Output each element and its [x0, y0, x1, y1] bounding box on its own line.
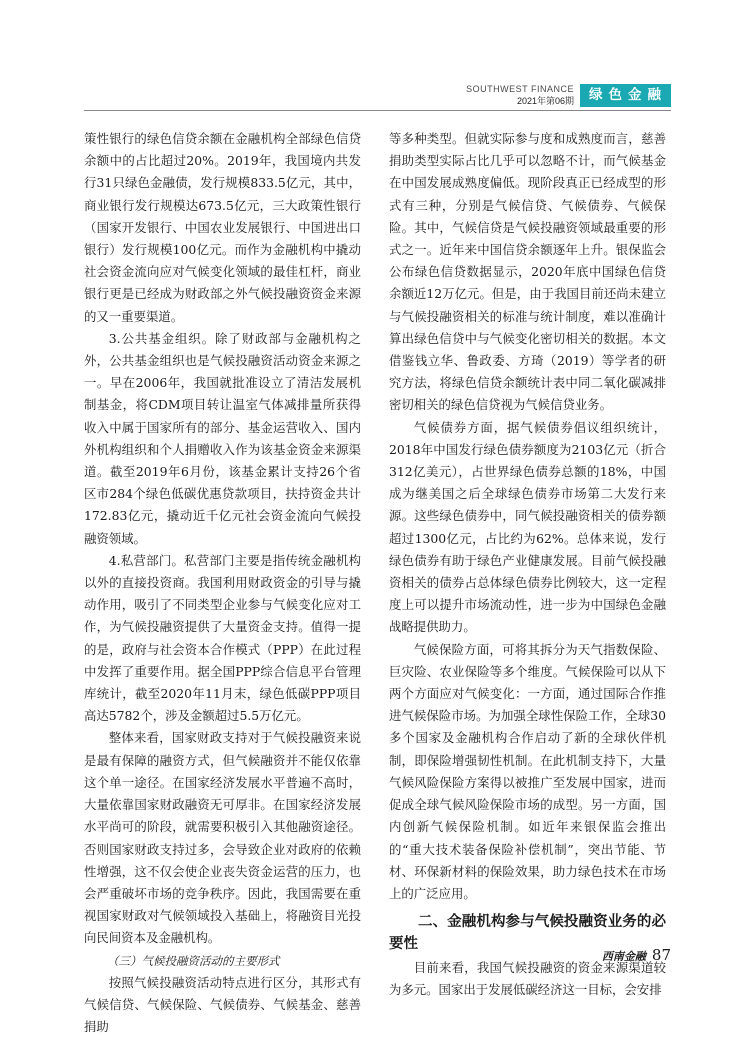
section-tag: 绿色金融: [580, 84, 671, 107]
issue-label: 2021年第06期: [516, 96, 574, 106]
left-column: [84, 128, 361, 1038]
paragraph: 策性银行的绿色信贷余额在金融机构全部绿色信贷余额中的占比超过20%。2019年，我国境内共发行31只绿色金融债，发行规模833.5亿元，其中，商业银行发行规模达673.5亿元，三大政策性银行（国家开发银行、中国农业发展银行、中国进出口银行）发行规模100亿元。而作为金融机构中撬动社会资金流向应对气候变化领域的最佳杠杆，商业银行更是已经成为财政部之外气候投融资资金来源的又一重要渠道。: [84, 131, 361, 324]
header-rule: [84, 110, 671, 111]
page-footer: [602, 946, 671, 964]
journal-logo: 西南金融: [601, 950, 646, 963]
right-column: [389, 128, 666, 1002]
header-meta: [466, 84, 574, 107]
paragraph: 气候债券方面，据气候债券倡议组织统计，2018年中国发行绿色债券额度为2103亿元（折合312亿美元），占世界绿色债券总额的18%，中国成为继美国之后全球绿色债券市场第二大发行来源。这些绿色债券中，同气候投融资相关的债券额超过1300亿元，占比约为62%。总体来说，发行绿色债券有助于绿色产业健康发展。目前气候投融资相关的债券占总体绿色债券比例较大，这一定程度上可以提升市场流动性，进一步为中国绿色金融战略提供助力。: [389, 419, 666, 635]
paragraph: 3.公共基金组织。除了财政部与金融机构之外，公共基金组织也是气候投融资活动资金来源之一。早在2006年，我国就批准设立了清洁发展机制基金，将CDM项目转让温室气体减排量所获得收入中属于国家所有的部分、基金运营收入、国内外机构组织和个人捐赠收入作为该基金资金来源渠道。截至2019年6月份，该基金累计支持26个省区市284个绿色低碳优惠贷款项目，扶持资金共计172.83亿元，撬动近千亿元社会资金流向气候投融资领域。: [84, 330, 361, 546]
paragraph: 整体来看，国家财政支持对于气候投融资来说是最有保障的融资方式，但气候融资并不能仅依靠这个单一途径。在国家经济发展水平普遍不高时，大量依靠国家财政融资无可厚非。在国家经济发展水平尚可的阶段，就需要积极引入其他融资途径。否则国家财政支持过多，会导致企业对政府的依赖性增强，这不仅会使企业丧失资金运营的压力，也会严重破坏市场的竞争秩序。因此，我国需要在重视国家财政对气候领域投入基础上，将融资目光投向民间资本及金融机构。: [84, 730, 361, 946]
page-number: 87: [651, 946, 671, 964]
paragraph: 气候保险方面，可将其拆分为天气指数保险、巨灾险、农业保险等多个维度。气候保险可以从下两个方面应对气候变化：一方面，通过国际合作推进气候保险市场。为加强全球性保险工作，全球30多个国家及金融机构合作启动了新的全球伙伴机制，即保险增强韧性机制。在此机制支持下，大量气候风险保险方案得以被推广至发展中国家，进而促成全球气候风险保险市场的成型。另一方面，国内创新气候保险机制。如近年来银保监会推出的“重大技术装备保险补偿机制”，突出节能、节材、环保新材料的保险效果，助力绿色技术在市场上的广泛应用。: [389, 641, 666, 901]
section-heading: 二、金融机构参与气候投融资业务的必要性: [389, 914, 666, 953]
paragraph: 按照气候投融资活动特点进行区分，其形式有气候信贷、气候保险、气候债券、气候基金、慈善捐助: [84, 974, 361, 1035]
paragraph: 4.私营部门。私营部门主要是指传统金融机构以外的直接投资商。我国利用财政资金的引导与撬动作用，吸引了不同类型企业参与气候变化应对工作，为气候投融资提供了大量资金支持。值得一提的是，政府与社会资本合作模式（PPP）在此过程中发挥了重要作用。据全国PPP综合信息平台管理库统计，截至2020年11月末，绿色低碳PPP项目高达5782个，涉及金额超过5.5万亿元。: [84, 552, 361, 724]
journal-name: SOUTHWEST FINANCE: [466, 84, 574, 94]
running-header: [466, 84, 671, 108]
paragraph: 目前来看，我国气候投融资的资金来源渠道较为多元。国家出于发展低碳经济这一目标，会安排: [389, 960, 666, 998]
paragraph: 等多种类型。但就实际参与度和成熟度而言，慈善捐助类型实际占比几乎可以忽略不计，而气候基金在中国发展成熟度偏低。现阶段真正已经成型的形式有三种，分别是气候信贷、气候债券、气候保险。其中，气候信贷是气候投融资领域最重要的形式之一。近年来中国信贷余额逐年上升。银保监会公布绿色信贷数据显示，2020年底中国绿色信贷余额近12万亿元。但是，由于我国目前还尚未建立与气候投融资相关的标准与统计制度，难以准确计算出绿色信贷中与气候变化密切相关的数据。本文借鉴钱立华、鲁政委、方琦（2019）等学者的研究方法，将绿色信贷余额统计表中同二氧化碳减排密切相关的绿色信贷视为气候信贷业务。: [389, 131, 666, 413]
subsection-heading: （三）气候投融资活动的主要形式: [107, 953, 280, 968]
